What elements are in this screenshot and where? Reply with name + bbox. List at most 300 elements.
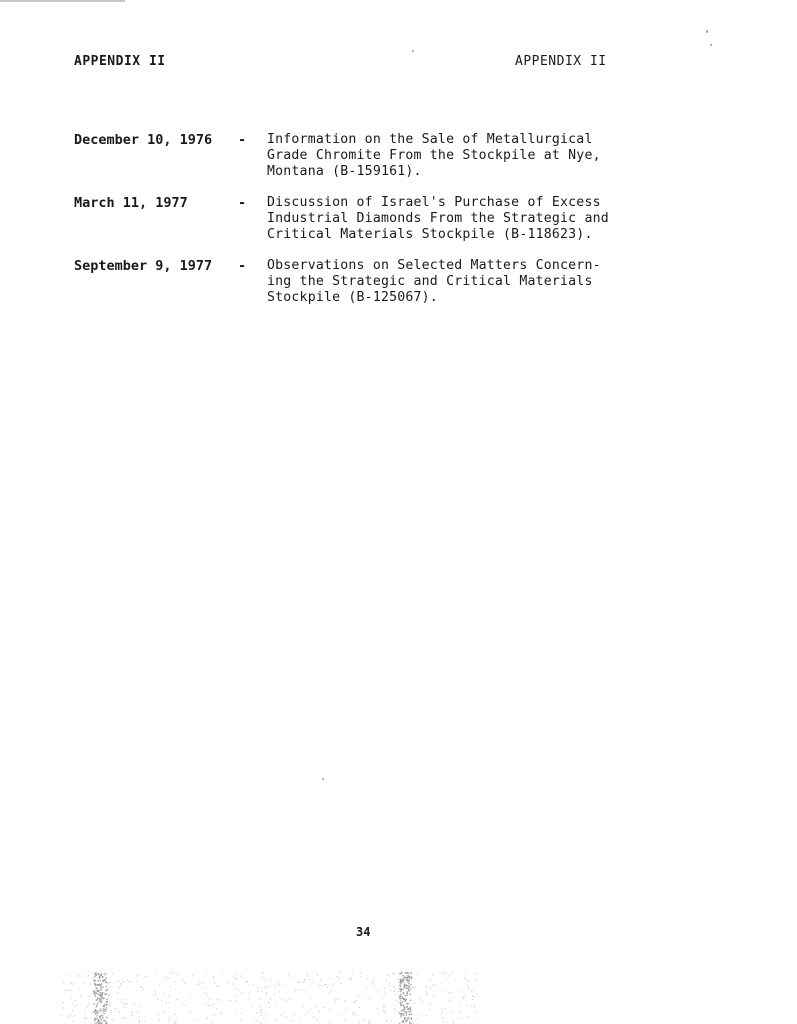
noise-dot [96, 993, 97, 994]
scan-noise-band [60, 972, 480, 1024]
noise-dot [103, 1017, 104, 1018]
noise-dot [84, 982, 85, 983]
noise-dot [384, 1010, 385, 1011]
noise-dot [383, 1007, 384, 1008]
noise-dot [176, 999, 177, 1000]
noise-dot [207, 1018, 208, 1019]
entry-description [267, 258, 667, 306]
noise-dot [190, 1012, 191, 1013]
noise-dot [354, 1012, 355, 1013]
entry-line: Information on the Sale of Metallurgical [267, 132, 593, 147]
noise-dot [74, 1015, 75, 1016]
noise-dot [433, 985, 434, 986]
entry-line: Stockpile (B-125067). [267, 290, 438, 305]
noise-dot [408, 1009, 409, 1010]
noise-dot [72, 1010, 73, 1011]
noise-dot [169, 1019, 170, 1020]
noise-dot [467, 1004, 468, 1005]
noise-dot [432, 975, 433, 976]
noise-dot [274, 994, 275, 995]
noise-dot [96, 999, 97, 1000]
noise-dot [404, 1018, 405, 1019]
noise-dot [313, 1017, 314, 1018]
noise-dot [367, 978, 368, 979]
noise-dot [94, 983, 95, 984]
noise-dot [383, 1010, 384, 1011]
noise-dot [406, 1003, 407, 1004]
noise-dot [266, 1013, 267, 1014]
noise-dot [285, 1016, 286, 1017]
entry-line: ing the Strategic and Critical Materials [267, 274, 593, 289]
noise-dot [304, 990, 305, 991]
noise-dot [420, 998, 421, 999]
noise-dot [100, 994, 101, 995]
noise-dot [208, 1005, 209, 1006]
noise-dot [96, 1005, 97, 1006]
noise-dot [95, 992, 96, 993]
noise-dot [190, 997, 191, 998]
noise-dot [102, 1013, 103, 1014]
noise-dot [132, 1012, 133, 1013]
noise-dot [321, 985, 322, 986]
noise-dot [293, 1021, 294, 1022]
noise-dot [328, 1022, 329, 1023]
noise-dot [421, 1014, 422, 1015]
noise-dot [472, 999, 473, 1000]
noise-dot [449, 1000, 450, 1001]
noise-dot [246, 981, 247, 982]
noise-dot [169, 1017, 170, 1018]
noise-dot [474, 1006, 475, 1007]
noise-dot [185, 1005, 186, 1006]
noise-dot [73, 984, 74, 985]
noise-dot [427, 993, 428, 994]
noise-dot [399, 988, 400, 989]
noise-dot [111, 1012, 112, 1013]
noise-dot [356, 1000, 357, 1001]
noise-dot [405, 1021, 406, 1022]
noise-dot [407, 1017, 408, 1018]
noise-dot [344, 1020, 345, 1021]
noise-dot [130, 982, 131, 983]
noise-dot [102, 992, 103, 993]
noise-dot [238, 990, 239, 991]
noise-dot [409, 979, 410, 980]
noise-dot [142, 989, 143, 990]
noise-dot [403, 988, 404, 989]
noise-dot [94, 1020, 95, 1021]
noise-dot [445, 978, 446, 979]
noise-dot [137, 975, 138, 976]
noise-dot [309, 979, 310, 980]
noise-dot [96, 1006, 97, 1007]
noise-dot [166, 1003, 167, 1004]
noise-dot [353, 1015, 354, 1016]
noise-dot [357, 995, 358, 996]
scan-speckle [706, 30, 708, 33]
noise-dot [140, 1006, 141, 1007]
noise-dot [288, 973, 289, 974]
noise-dot [409, 1014, 410, 1015]
noise-dot [123, 981, 124, 982]
noise-dot [391, 1021, 392, 1022]
noise-dot [333, 984, 334, 985]
noise-dot [134, 1004, 135, 1005]
noise-dot [103, 1008, 104, 1009]
noise-dot [96, 1015, 97, 1016]
noise-dot [360, 973, 361, 974]
noise-dot [98, 990, 99, 991]
noise-dot [299, 982, 300, 983]
noise-dot [405, 985, 406, 986]
noise-dot [400, 994, 401, 995]
noise-dot [464, 978, 465, 979]
noise-dot [110, 986, 111, 987]
noise-dot [103, 981, 104, 982]
noise-dot [276, 1019, 277, 1020]
noise-dot [361, 976, 362, 977]
noise-dot [93, 1003, 94, 1004]
noise-dot [369, 998, 370, 999]
noise-dot [236, 988, 237, 989]
noise-dot [105, 994, 106, 995]
noise-dot [99, 1001, 100, 1002]
noise-dot [330, 1009, 331, 1010]
noise-dot [277, 982, 278, 983]
noise-dot [110, 1005, 111, 1006]
noise-dot [163, 994, 164, 995]
noise-dot [289, 997, 290, 998]
noise-dot [401, 1013, 402, 1014]
noise-dot [98, 980, 99, 981]
noise-dot [409, 981, 410, 982]
entry-description [267, 132, 667, 180]
noise-dot [103, 1005, 104, 1006]
noise-dot [99, 977, 100, 978]
noise-dot [401, 1004, 402, 1005]
noise-dot [406, 975, 407, 976]
noise-dot [62, 1002, 63, 1003]
noise-dot [206, 973, 207, 974]
noise-dot [102, 977, 103, 978]
noise-dot [96, 990, 97, 991]
noise-dot [159, 985, 160, 986]
noise-dot [205, 1003, 206, 1004]
noise-dot [108, 998, 109, 999]
noise-dot [177, 974, 178, 975]
noise-dot [63, 982, 64, 983]
noise-dot [104, 1004, 105, 1005]
noise-dot [383, 1005, 384, 1006]
noise-dot [159, 1019, 160, 1020]
noise-dot [281, 1014, 282, 1015]
noise-dot [95, 1014, 96, 1015]
entry-line: Critical Materials Stockpile (B-118623). [267, 227, 593, 242]
noise-dot [119, 1011, 120, 1012]
noise-dot [108, 984, 109, 985]
noise-dot [157, 999, 158, 1000]
noise-dot [131, 1015, 132, 1016]
noise-dot [242, 992, 243, 993]
noise-dot [87, 1007, 88, 1008]
noise-dot [266, 980, 267, 981]
noise-dot [105, 990, 106, 991]
entry-dash: - [238, 195, 247, 211]
noise-dot [145, 976, 146, 977]
noise-dot [404, 980, 405, 981]
noise-dot [344, 1000, 345, 1001]
noise-dot [216, 985, 217, 986]
noise-dot [334, 999, 335, 1000]
noise-dot [306, 974, 307, 975]
noise-dot [122, 1002, 123, 1003]
noise-dot [411, 976, 412, 977]
noise-dot [247, 981, 248, 982]
noise-dot [268, 1002, 269, 1003]
noise-dot [90, 984, 91, 985]
noise-dot [95, 995, 96, 996]
noise-dot [121, 983, 122, 984]
noise-dot [326, 984, 327, 985]
noise-dot [124, 1017, 125, 1018]
noise-dot [409, 1022, 410, 1023]
noise-dot [404, 1013, 405, 1014]
noise-dot [400, 979, 401, 980]
noise-dot [396, 1000, 397, 1001]
noise-dot [441, 1009, 442, 1010]
noise-dot [406, 1012, 407, 1013]
noise-dot [384, 993, 385, 994]
noise-dot [164, 1011, 165, 1012]
noise-dot [452, 1012, 453, 1013]
noise-dot [88, 975, 89, 976]
noise-dot [155, 994, 156, 995]
noise-dot [203, 983, 204, 984]
noise-dot [175, 981, 176, 982]
noise-dot [98, 994, 99, 995]
noise-dot [386, 980, 387, 981]
noise-dot [394, 1008, 395, 1009]
noise-dot [95, 974, 96, 975]
noise-dot [411, 1019, 412, 1020]
noise-dot [406, 1020, 407, 1021]
noise-dot [263, 977, 264, 978]
noise-dot [469, 981, 470, 982]
noise-dot [339, 972, 340, 973]
noise-dot [468, 989, 469, 990]
noise-dot [79, 975, 80, 976]
noise-dot [106, 978, 107, 979]
noise-dot [91, 1012, 92, 1013]
noise-dot [266, 992, 267, 993]
noise-dot [305, 1014, 306, 1015]
noise-dot [402, 1010, 403, 1011]
noise-dot [411, 978, 412, 979]
scan-noise-graphic [60, 972, 480, 1024]
noise-dot [400, 1011, 401, 1012]
noise-dot [320, 979, 321, 980]
noise-dot [410, 1000, 411, 1001]
noise-dot [460, 1002, 461, 1003]
entry-dash: - [238, 258, 247, 274]
noise-dot [235, 1010, 236, 1011]
noise-dot [106, 1007, 107, 1008]
noise-dot [317, 1020, 318, 1021]
noise-dot [212, 1004, 213, 1005]
noise-dot [382, 998, 383, 999]
noise-dot [128, 981, 129, 982]
noise-dot [183, 980, 184, 981]
noise-dot [405, 972, 406, 973]
noise-dot [360, 995, 361, 996]
noise-dot [312, 982, 313, 983]
noise-dot [403, 978, 404, 979]
noise-dot [467, 985, 468, 986]
noise-dot [476, 980, 477, 981]
noise-dot [441, 982, 442, 983]
noise-dot [105, 1011, 106, 1012]
noise-dot [458, 989, 459, 990]
noise-dot [350, 978, 351, 979]
noise-dot [478, 974, 479, 975]
noise-dot [445, 974, 446, 975]
noise-dot [107, 990, 108, 991]
noise-dot [399, 973, 400, 974]
noise-dot [104, 973, 105, 974]
noise-dot [101, 1019, 102, 1020]
noise-dot [409, 977, 410, 978]
noise-dot [97, 997, 98, 998]
noise-dot [459, 1011, 460, 1012]
noise-dot [106, 986, 107, 987]
noise-dot [467, 1016, 468, 1017]
noise-dot [121, 999, 122, 1000]
noise-dot [430, 979, 431, 980]
noise-dot [265, 987, 266, 988]
entry-line: Grade Chromite From the Stockpile at Nye, [267, 148, 601, 163]
noise-dot [257, 1021, 258, 1022]
noise-dot [105, 974, 106, 975]
noise-dot [72, 1004, 73, 1005]
noise-dot [70, 1015, 71, 1016]
noise-dot [449, 975, 450, 976]
noise-dot [417, 974, 418, 975]
noise-dot [389, 985, 390, 986]
noise-dot [294, 1014, 295, 1015]
noise-dot [385, 1006, 386, 1007]
noise-dot [124, 999, 125, 1000]
noise-dot [400, 1016, 401, 1017]
noise-dot [103, 1010, 104, 1011]
noise-dot [94, 979, 95, 980]
noise-dot [137, 1013, 138, 1014]
noise-dot [260, 1006, 261, 1007]
noise-dot [240, 1020, 241, 1021]
noise-dot [70, 990, 71, 991]
noise-dot [400, 990, 401, 991]
noise-dot [448, 993, 449, 994]
noise-dot [96, 988, 97, 989]
noise-dot [104, 975, 105, 976]
noise-dot [68, 1017, 69, 1018]
noise-dot [173, 972, 174, 973]
noise-dot [102, 987, 103, 988]
noise-dot [346, 1010, 347, 1011]
noise-dot [407, 1004, 408, 1005]
noise-dot [373, 981, 374, 982]
noise-dot [184, 983, 185, 984]
noise-dot [101, 1002, 102, 1003]
noise-dot [395, 994, 396, 995]
noise-dot [95, 1009, 96, 1010]
noise-dot [363, 1019, 364, 1020]
noise-dot [402, 980, 403, 981]
noise-dot [204, 993, 205, 994]
noise-dot [168, 996, 169, 997]
noise-dot [400, 985, 401, 986]
noise-dot [101, 975, 102, 976]
noise-dot [408, 990, 409, 991]
noise-dot [118, 985, 119, 986]
noise-dot [403, 993, 404, 994]
noise-dot [403, 1009, 404, 1010]
entry-line: Discussion of Israel's Purchase of Excess [267, 195, 601, 210]
scan-edge-line [0, 0, 125, 2]
noise-dot [450, 992, 451, 993]
noise-dot [236, 996, 237, 997]
noise-dot [400, 1005, 401, 1006]
noise-dot [241, 1013, 242, 1014]
noise-dot [408, 983, 409, 984]
noise-dot [74, 1000, 75, 1001]
noise-dot [84, 1012, 85, 1013]
noise-dot [445, 990, 446, 991]
entry-dash: - [238, 132, 247, 148]
noise-dot [453, 1022, 454, 1023]
noise-dot [411, 1008, 412, 1009]
noise-dot [214, 983, 215, 984]
noise-dot [317, 975, 318, 976]
noise-dot [99, 992, 100, 993]
noise-dot [119, 987, 120, 988]
noise-dot [467, 980, 468, 981]
noise-dot [217, 999, 218, 1000]
noise-dot [112, 973, 113, 974]
noise-dot [403, 1005, 404, 1006]
noise-dot [404, 986, 405, 987]
noise-dot [235, 1000, 236, 1001]
noise-dot [167, 977, 168, 978]
noise-dot [407, 977, 408, 978]
noise-dot [268, 986, 269, 987]
noise-dot [406, 994, 407, 995]
noise-dot [61, 1015, 62, 1016]
noise-dot [249, 993, 250, 994]
noise-dot [174, 1022, 175, 1023]
noise-dot [65, 990, 66, 991]
noise-dot [378, 990, 379, 991]
noise-dot [94, 976, 95, 977]
noise-dot [101, 1015, 102, 1016]
noise-dot [100, 1009, 101, 1010]
noise-dot [353, 973, 354, 974]
noise-dot [455, 980, 456, 981]
noise-dot [100, 980, 101, 981]
noise-dot [175, 1014, 176, 1015]
noise-dot [464, 995, 465, 996]
noise-dot [71, 997, 72, 998]
noise-dot [275, 1003, 276, 1004]
